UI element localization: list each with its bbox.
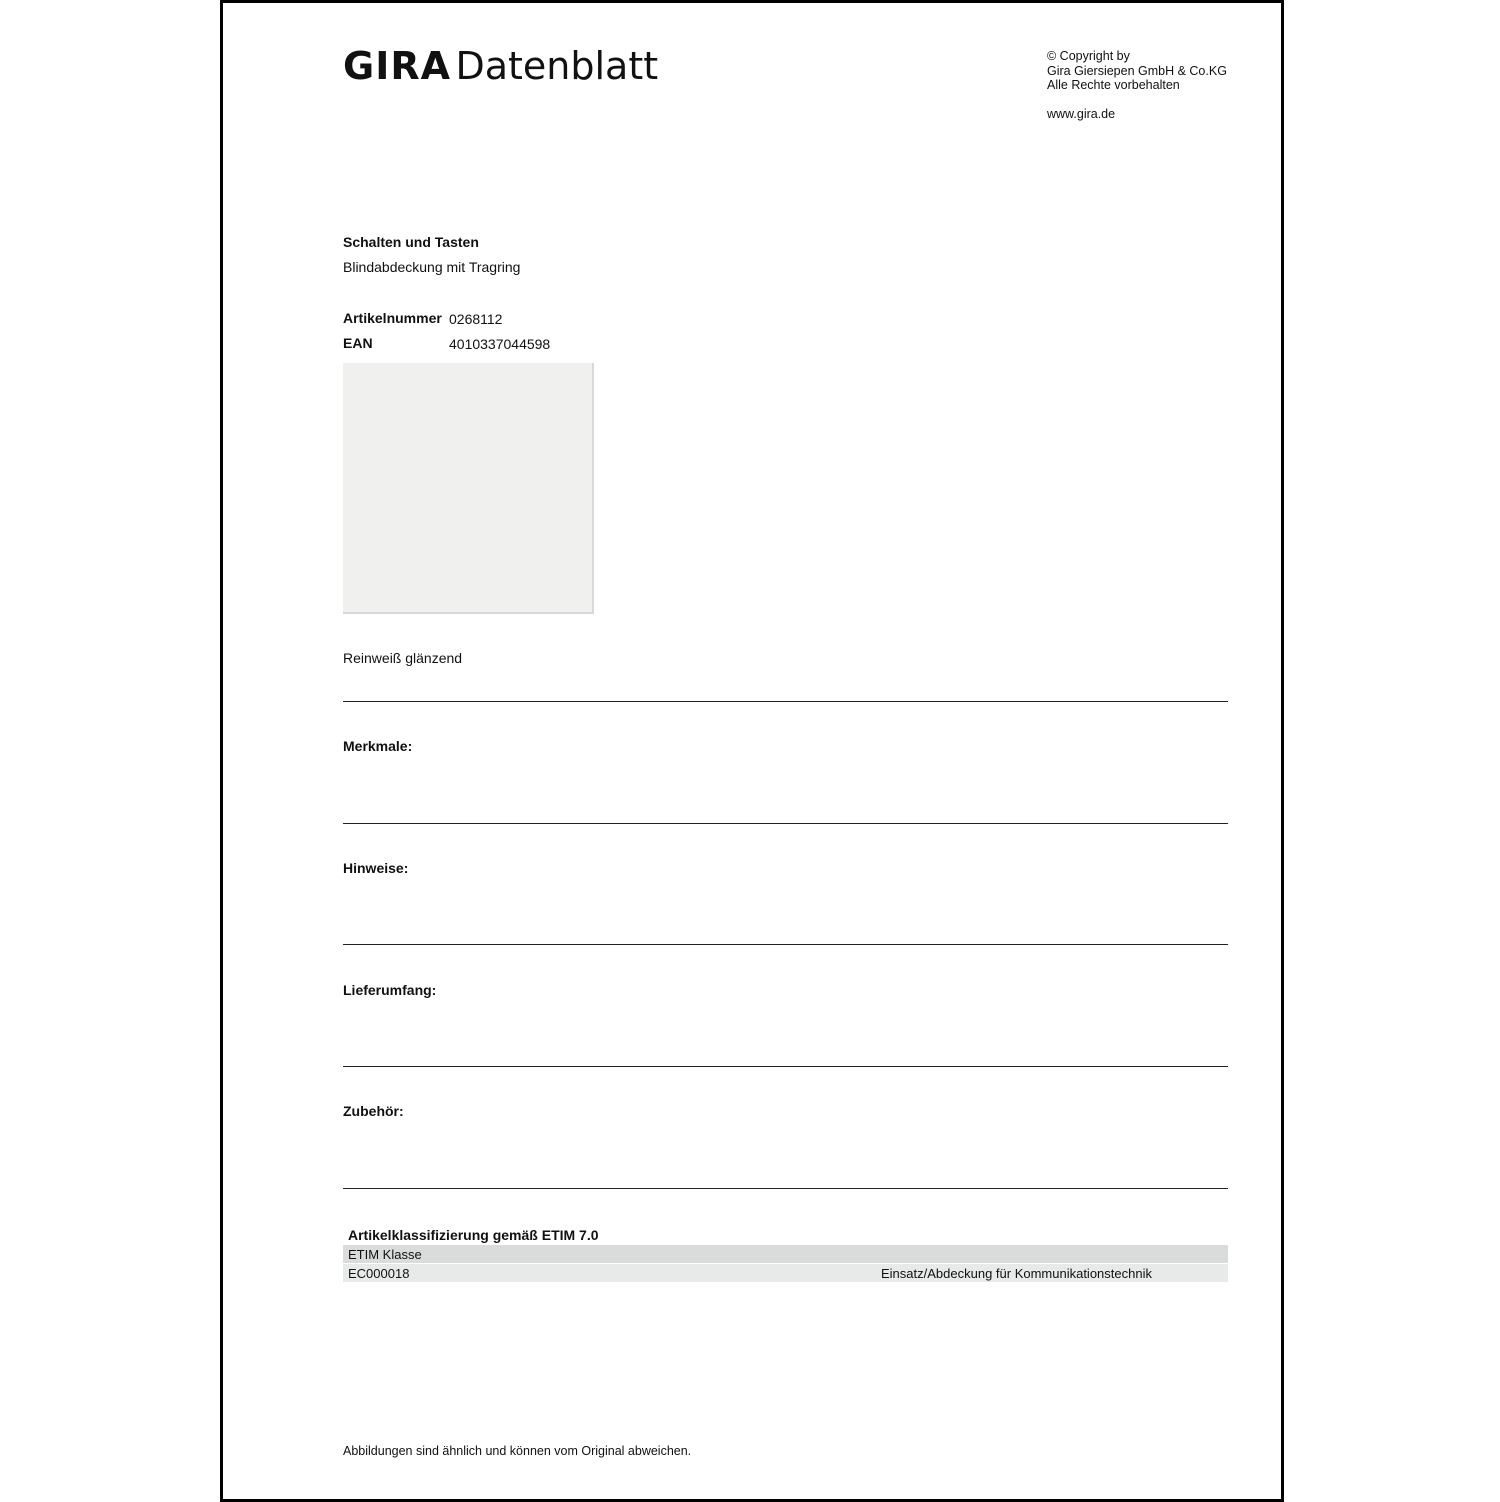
copyright-block — [1047, 49, 1227, 121]
copyright-line-3: Alle Rechte vorbehalten — [1047, 78, 1180, 92]
etim-class-name: Einsatz/Abdeckung für Kommunikationstechnik — [881, 1266, 1152, 1281]
product-image — [343, 363, 594, 614]
copyright-line-1: © Copyright by — [1047, 49, 1130, 63]
product-name: Blindabdeckung mit Tragring — [343, 259, 521, 275]
article-number-label: Artikelnummer — [343, 310, 442, 326]
divider — [343, 1066, 1228, 1067]
section-merkmale: Merkmale: — [343, 738, 413, 754]
copyright-line-2: Gira Giersiepen GmbH & Co.KG — [1047, 63, 1227, 78]
divider — [343, 1188, 1228, 1189]
article-number-value: 0268112 — [449, 311, 503, 327]
divider — [343, 823, 1228, 824]
logo — [343, 44, 658, 90]
etim-class-row — [343, 1264, 1228, 1282]
brand-logo: GIRA — [343, 44, 451, 88]
section-lieferumfang: Lieferumfang: — [343, 982, 437, 998]
ean-value: 4010337044598 — [449, 336, 551, 352]
ean-label: EAN — [343, 335, 373, 351]
footer-disclaimer: Abbildungen sind ähnlich und können vom Original abweichen. — [343, 1444, 692, 1458]
etim-header-label: ETIM Klasse — [348, 1247, 422, 1262]
website-link[interactable]: www.gira.de — [1047, 106, 1116, 121]
divider — [343, 701, 1228, 702]
product-category: Schalten und Tasten — [343, 234, 479, 250]
product-finish: Reinweiß glänzend — [343, 650, 463, 666]
section-zubehoer: Zubehör: — [343, 1103, 404, 1119]
etim-title: Artikelklassifizierung gemäß ETIM 7.0 — [348, 1227, 599, 1243]
document-title: Datenblatt — [455, 44, 659, 88]
etim-header-row — [343, 1245, 1228, 1263]
etim-class-code: EC000018 — [348, 1266, 410, 1281]
divider — [343, 944, 1228, 945]
section-hinweise: Hinweise: — [343, 860, 409, 876]
